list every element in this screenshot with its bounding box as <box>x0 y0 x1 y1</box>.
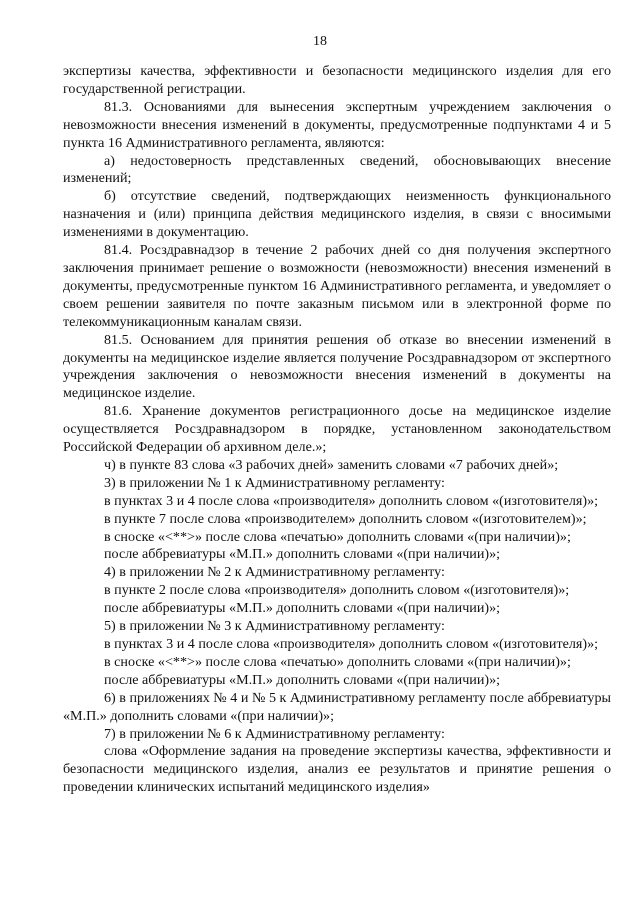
paragraph: ч) в пункте 83 слова «3 рабочих дней» заменить словами «7 рабочих дней»; <box>104 456 559 473</box>
document-body <box>63 63 611 797</box>
paragraph: после аббревиатуры «М.П.» дополнить словами «(при наличии)»; <box>104 546 501 563</box>
paragraph: 7) в приложении № 6 к Административному регламенту: <box>104 725 445 742</box>
paragraph: после аббревиатуры «М.П.» дополнить словами «(при наличии)»; <box>104 600 501 617</box>
paragraph: 3) в приложении № 1 к Административному регламенту: <box>104 474 445 491</box>
paragraph: в пункте 7 после слова «производителем» дополнить словом «(изготовителем)»; <box>104 510 587 527</box>
paragraph: 81.3. Основаниями для вынесения экспертным учреждением заключения о невозможности внесения изменений в документы, предусмотренные подпунктами 4 и 5 пункта 16 Административного регламента, являются: <box>63 98 611 151</box>
paragraph: 5) в приложении № 3 к Административному регламенту: <box>104 618 445 635</box>
paragraph: 81.5. Основанием для принятия решения об отказе во внесении изменений в документы на медицинское изделие является получение Росздравнадзором от экспертного учреждения заключения о невозможности внесения изменений в документы на медицинское изделие. <box>63 331 611 402</box>
paragraph: 6) в приложениях № 4 и № 5 к Административному регламенту после аббревиатуры «М.П.» дополнить словами «(при наличии)»; <box>63 689 611 724</box>
paragraph: б) отсутствие сведений, подтверждающих неизменность функционального назначения и (или) принципа действия медицинского изделия, в связи с вносимыми изменениями в документацию. <box>63 188 611 241</box>
paragraph: в пунктах 3 и 4 после слова «производителя» дополнить словом «(изготовителя)»; <box>104 636 599 652</box>
paragraph: после аббревиатуры «М.П.» дополнить словами «(при наличии)»; <box>104 671 501 688</box>
paragraph: 81.4. Росздравнадзор в течение 2 рабочих дней со дня получения экспертного заключения принимает решение о возможности (невозможности) внесения изменений в документы, предусмотренные пунктом 16 Административного регламента, и уведомляет о своем решении заявителя по почте заказным письмом или в электронной форме по телекоммуникационным каналам связи. <box>63 242 611 330</box>
paragraph: экспертизы качества, эффективности и безопасности медицинского изделия для его государственной регистрации. <box>63 63 611 97</box>
paragraph: а) недостоверность представленных сведений, обосновывающих внесение изменений; <box>63 152 611 187</box>
paragraph: 81.6. Хранение документов регистрационного досье на медицинское изделие осуществляется Росздравнадзором в порядке, установленном законодательством Российской Федерации об архивном деле.»; <box>63 403 611 456</box>
paragraph: в сноске «<**>» после слова «печатью» дополнить словами «(при наличии)»; <box>104 528 571 545</box>
paragraph: слова «Оформление задания на проведение экспертизы качества, эффективности и безопасности медицинского изделия, анализ ее результатов и принятие решения о проведении клинических испытаний медицинского изделия» <box>63 743 611 796</box>
paragraph: в пунктах 3 и 4 после слова «производителя» дополнить словом «(изготовителя)»; <box>104 492 599 509</box>
paragraph: 4) в приложении № 2 к Административному регламенту: <box>104 564 445 581</box>
page-number: 18 <box>313 34 327 49</box>
paragraph: в пункте 2 после слова «производителя» дополнить словом «(изготовителя)»; <box>104 582 570 599</box>
paragraph: в сноске «<**>» после слова «печатью» дополнить словами «(при наличии)»; <box>104 653 571 670</box>
